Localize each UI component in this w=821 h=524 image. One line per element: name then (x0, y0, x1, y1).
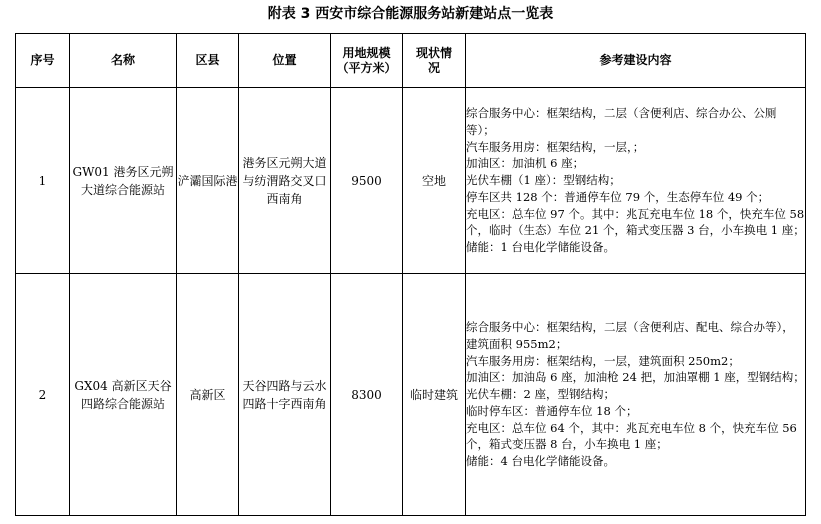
cell-content (466, 88, 806, 274)
cell-content (466, 274, 806, 516)
cell-seq: 1 (16, 88, 70, 274)
header-seq: 序号 (16, 34, 70, 88)
header-content: 参考建设内容 (466, 34, 806, 88)
cell-district: 浐灞国际港 (177, 88, 239, 274)
content-line: 储能：4 台电化学储能设备。 (466, 454, 615, 469)
header-location: 位置 (239, 34, 331, 88)
cell-name: GW01 港务区元朔大道综合能源站 (70, 88, 177, 274)
header-name: 名称 (70, 34, 177, 88)
cell-area: 8300 (331, 274, 403, 516)
table-row (16, 88, 806, 274)
cell-name: GX04 高新区天谷四路综合能源站 (70, 274, 177, 516)
table-title: 附表 3 西安市综合能源服务站新建站点一览表 (267, 6, 554, 22)
content-line: 储能：1 台电化学储能设备。 (466, 240, 615, 255)
content-line: 加油区：加油机 6 座； (466, 156, 585, 171)
content-line: 光伏车棚（1 座）：型钢结构； (466, 173, 621, 188)
table-row (16, 274, 806, 516)
cell-location: 天谷四路与云水四路十字西南角 (239, 274, 331, 516)
cell-district: 高新区 (177, 274, 239, 516)
content-line: 充电区：总车位 97 个。其中：兆瓦充电车位 18 个，快充车位 58 个，临时（生态）车位 21 个，箱式变压器 3 台，小车换电 1 座； (466, 206, 805, 238)
content-line: 汽车服务用房：框架结构，一层，； (466, 139, 645, 154)
cell-status: 空地 (403, 88, 466, 274)
stations-table (15, 33, 806, 516)
content-line: 汽车服务用房：框架结构，一层，建筑面积 250m2； (466, 353, 740, 368)
content-line: 光伏车棚：2 座，型钢结构； (466, 387, 615, 402)
cell-area: 9500 (331, 88, 403, 274)
cell-status: 临时建筑 (403, 274, 466, 516)
header-status: 现状情况 (403, 34, 466, 88)
content-line: 综合服务中心：框架结构，二层（含便利店、综合办公、公厕等）； (466, 105, 777, 137)
header-district: 区县 (177, 34, 239, 88)
header-row (16, 34, 806, 88)
content-line: 充电区：总车位 64 个，其中：兆瓦充电车位 8 个，快充车位 56 个，箱式变压器 8 台，小车换电 1 座； (466, 420, 797, 452)
content-line: 加油区：加油岛 6 座，加油枪 24 把，加油罩棚 1 座，型钢结构； (466, 370, 805, 385)
content-line: 停车区共 128 个：普通停车位 79 个，生态停车位 49 个； (466, 189, 770, 204)
cell-seq: 2 (16, 274, 70, 516)
content-line: 综合服务中心：框架结构，二层（含便利店、配电、综合办等），建筑面积 955m2； (466, 319, 794, 351)
content-line: 临时停车区：普通停车位 18 个； (466, 403, 638, 418)
cell-location: 港务区元朔大道与纺渭路交叉口西南角 (239, 88, 331, 274)
header-area: 用地规模（平方米） (331, 34, 403, 88)
